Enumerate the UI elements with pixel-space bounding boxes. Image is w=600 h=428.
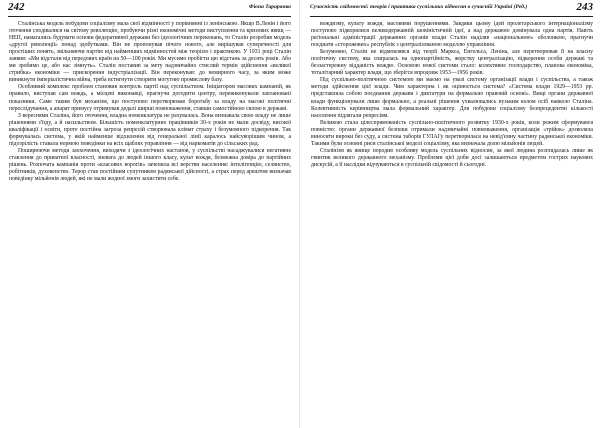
paragraph: Під суспільно-політичною системою ми маємо на увазі систему організації влади і суспільства, а також методи здійснення цієї влади. Чим характерна і як оцінюється система? «Система влади 1929—1953 рр. представляла собою поєднання держави і диктатури на формально правовій основі». Вищі органи державної влади функціонували лише формально, а реальні рішення ухвалювались вузьким колом осіб навколо Сталіна. Колективність керівництва мала формальний характер. Для побудови соціалізму безпрецедентні кількості населення підлягали репресіям. xyxy=(311,77,593,119)
right-page xyxy=(300,0,600,428)
left-page-number: 242 xyxy=(8,1,25,13)
paragraph: Сталінська модель побудови соціалізму мала свої відмінності у порівнянні із ленінською. Якщо В.Ленін і його оточення сподівалися на світову революцію, пробуючи різні економічні методи виступлення та кризових явищ — НЕП, намагались будувати основи федеративної держави без ідеологічних переконань, то Сталін розробив модель «другої революції» понад здобутками. Він не пропонував нічого нового, але вирішував суперечності для простіших понять, звільняючи партію від найменших відмінностей між теорією і практикою. У 1931 році Сталін заявив: «Ми відстали від передових країн на 50—100 років. Ми мусимо пробігти цю відстань за десять років. Або ми зробимо це, або нас зімнуть». Сталін поставив за мету надзвичайно стислий термін здійснення «великої стрибка» економіки — прискорення індустріалізації. Він переконував: до немирного часу, за яким може виникнути імперіалістична війна, треба встигнути створити могутню промислову базу. xyxy=(9,21,291,84)
left-page-header xyxy=(8,2,291,17)
right-page-number: 243 xyxy=(576,1,593,13)
right-running-header: Сучасність свідомості: теорія і практика суспільних відносин в сучасній Україні (Ред.) xyxy=(310,4,528,10)
left-running-header: Фіона Тараранко xyxy=(248,4,291,10)
paragraph: вождизму, культу вождя, масовими порушеннями. Завдяки цьому ідей пролетарського інтернаціоналізму поступово підкорялися великодержавній шовіністичній ідеї, а над державою домінувала одна партія. Навіть регіональні адміністрації державних органів влади Сталін наділяв «національною» оболонкою, прагнучи поєднати «сторожових» республік з централізованою моделлю управління. xyxy=(311,21,593,49)
paragraph: Безумовно, Сталін не відмовлявся від теорії Маркса, Енгельса, Леніна, але перетворював її на власну політичну систему, яка спиралась на однопартійність, жорстку централізацію, підкорення особи державі та беззастережну відданість вождю. Основою нової системи стало: колективне господарство, планова економіка, тоталітарний характер влади, що зберігся впродовж 1953—1956 років. xyxy=(311,49,593,77)
paragraph: Великою стала цілеспрямованість суспільно-політичного розвитку 1930-х років, коли режим сформувався повністю: органи державної безпеки отримали надзвичайні повноваження, організація «трійок» дозволяла виносити вироки без суду, а система таборів ГУЛАГу перетворилася на невід'ємну частину радянської економіки. Такими були основні риси сталінської моделі соціалізму, яка визначала долю мільйонів людей. xyxy=(311,119,593,147)
right-page-header xyxy=(310,2,593,17)
right-page-body xyxy=(311,21,593,423)
paragraph: Поширюючи методи заохочення, виходячи з ідеологічних настанов, у суспільстві насаджувалися негативне ставлення до приватної власності, зневага до людей іншого класу, культ вождя, безмежна довіра до партійних рішень. Розпочата кампанія проти «класових ворогів» зачепила всі верстви населення: інтелігенцію, селянство, робітників, духовенство. Терор став постійним супутником радянської дійсності, а страх перед арештом визначав поведінку мільйонів людей, які не мали жодної змоги захистити себе. xyxy=(9,147,291,183)
left-page-body xyxy=(9,21,291,423)
paragraph: Особливий комплекс проблем становив контроль партії над суспільством. Ініціатором масових кампаній, як правило, виступав сам вождь, а місцеві виконавці, прагнучи догодити центру, перевиконували заплановані показники. Саме таким був механізм, що поступово перетворював боротьбу за владу на масові політичні переслідування, а апарат примусу отримував дедалі ширші повноваження, ставши самостійною силою в державі. xyxy=(9,84,291,112)
paragraph: З вереснями Сталіна, його оточення, владна номенклатура не рахувалась. Вона визнавала свою владу не лише рішеннями з'їзду, а й насильством. Більшість номенклатурних працівників 30-х років не мали досвіду, високої кваліфікації і освіти, проте постійна загроза репресій створювала клімат страху і безумовного підкорення. Так формувалась система, у якій найменше відхилення від генеральної лінії каралось найсуворішим чином, а підозрілість ставала нормою поведінки на всіх щаблях управління — від наркоматів до сільських рад. xyxy=(9,112,291,147)
paragraph: Сталінізм як явище породив особливу модель суспільних відносин, за якої людина розглядалась лише як гвинтик великого державного механізму. Проблеми цієї доби досі залишаються предметом гострих наукових дискусій, а її наслідки відчуваються в суспільній свідомості й сьогодні. xyxy=(311,147,593,168)
